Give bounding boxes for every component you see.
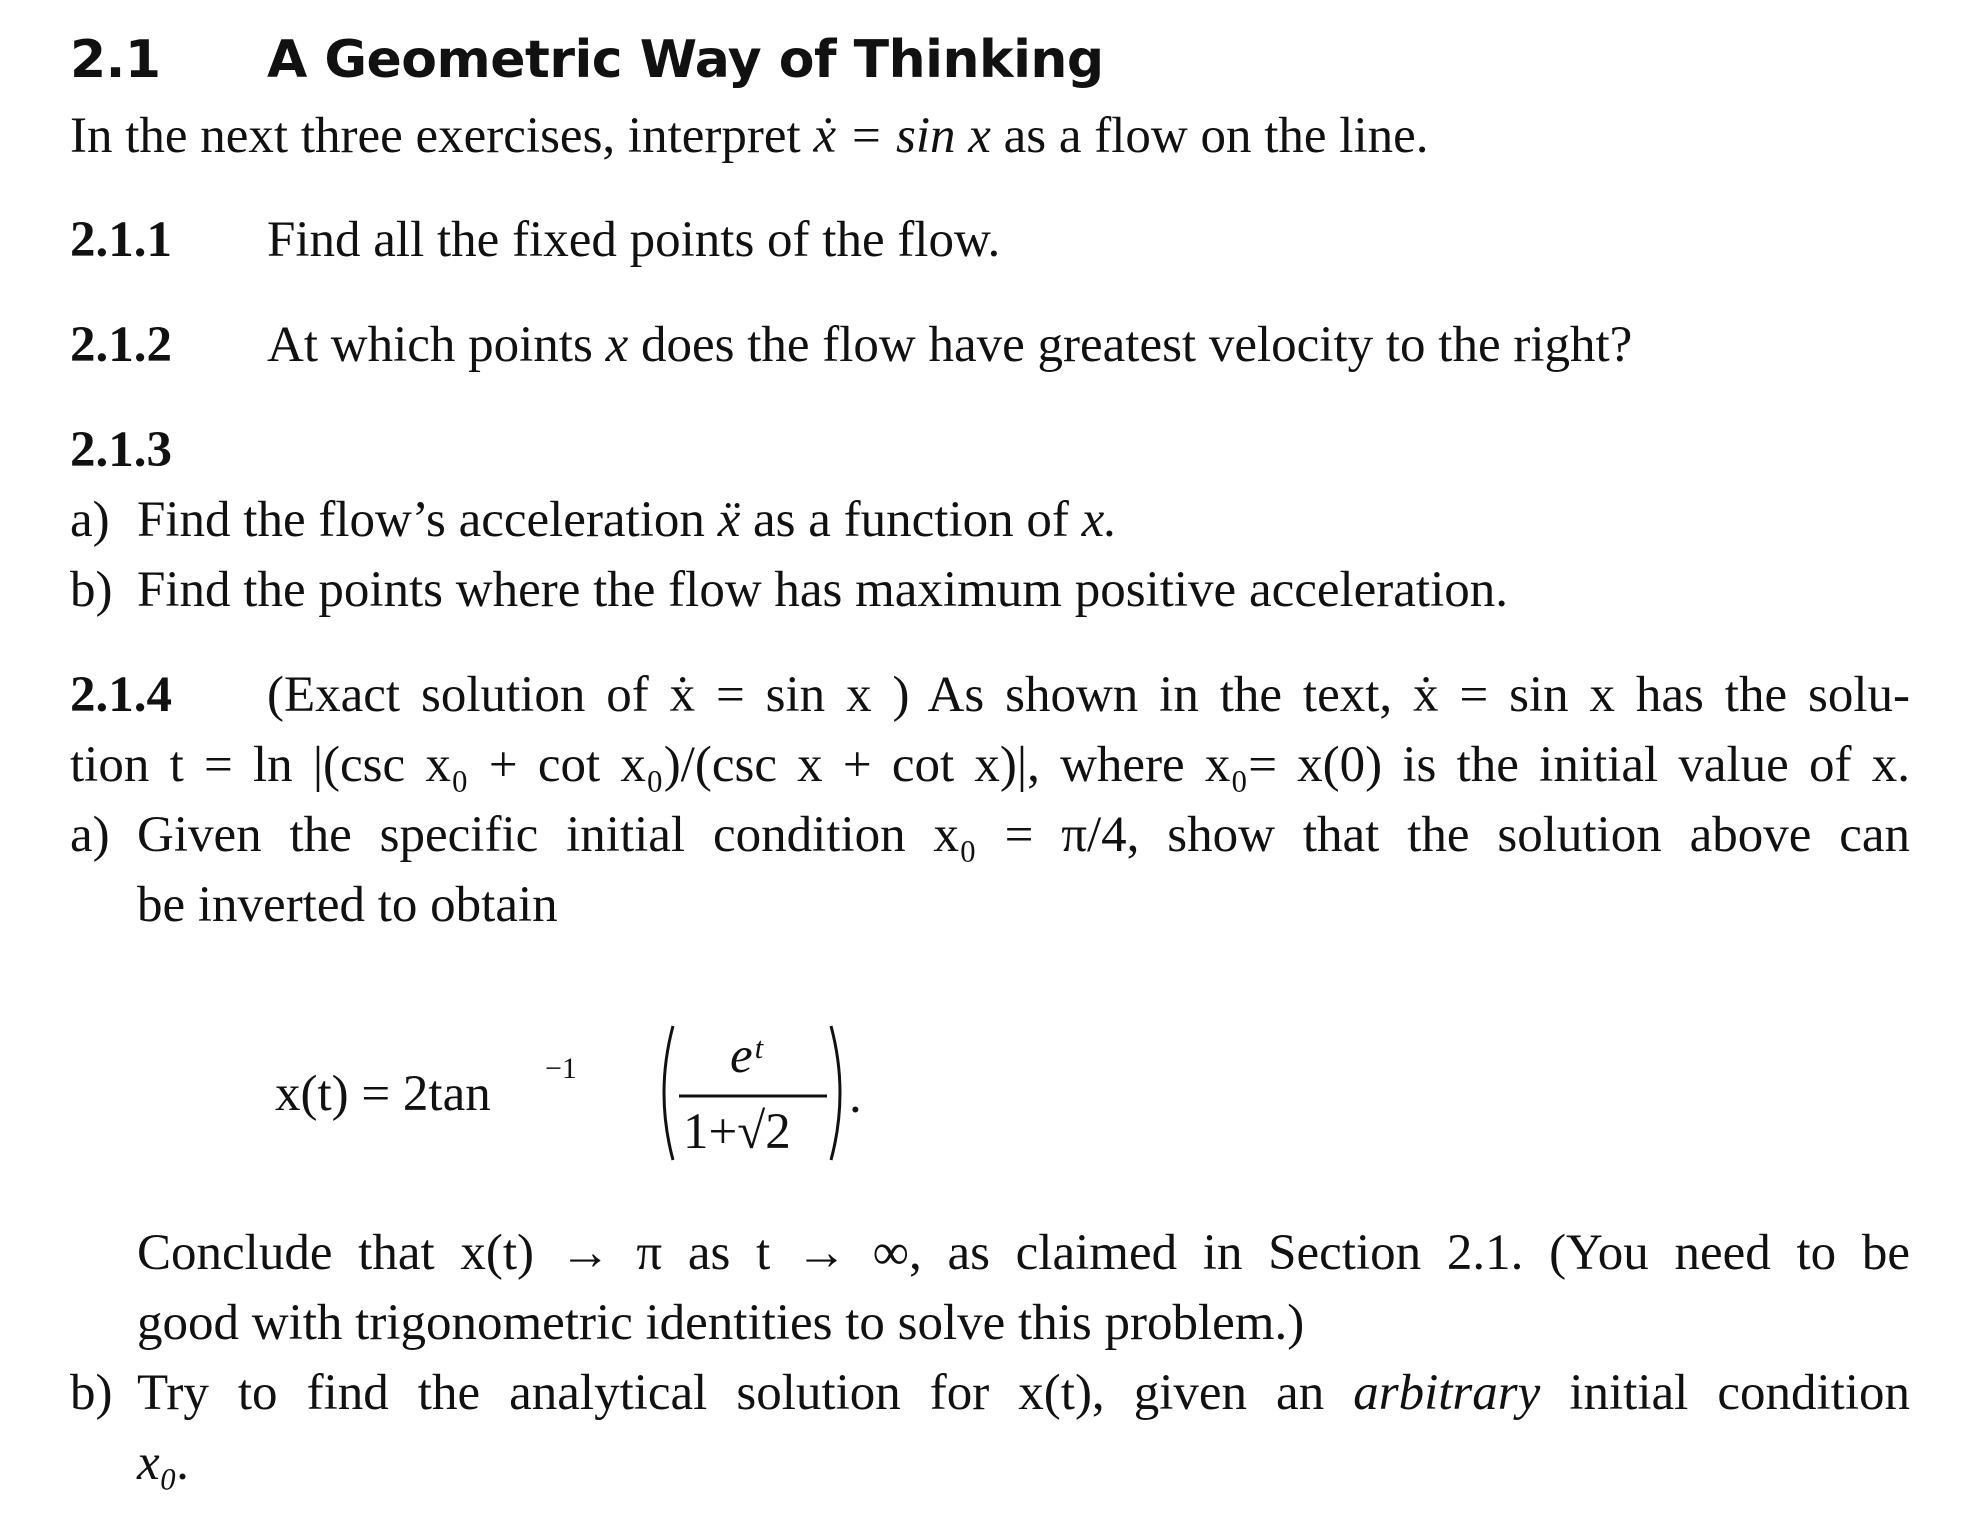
formula-lhs: x(t) = 2tan — [275, 1066, 491, 1122]
right-paren — [831, 1026, 840, 1160]
exercise-number: 2.1.3 — [70, 422, 172, 478]
exercise-2-1-4-conclusion-line-2 — [137, 1293, 1304, 1353]
intro-prefix: In the next three exercises, interpret — [70, 108, 801, 164]
emphasis-arbitrary: arbitrary — [1353, 1365, 1541, 1421]
part-text: Given the specific initial condition x₀ = π/4, show that the solution above can — [137, 807, 1910, 863]
exercise-number: 2.1.2 — [70, 317, 172, 373]
exercise-page — [70, 0, 1930, 1528]
part-variable: x. — [1081, 492, 1117, 548]
exercise-2-1-4-part-a-line-2 — [137, 875, 558, 935]
exercise-2-1-4-line-1 — [70, 665, 1910, 725]
acceleration-symbol: ẍ — [717, 492, 741, 548]
exercise-2-1-4-part-b-line-2 — [137, 1433, 190, 1493]
exercise-2-1-4-line-2 — [70, 735, 1910, 795]
exercise-2-1-2 — [70, 315, 1632, 375]
part-text-2: initial condition — [1569, 1365, 1910, 1421]
section-title: A Geometric Way of Thinking — [267, 30, 1104, 90]
intro-equation: ẋ = sin x — [813, 108, 991, 164]
part-text-1: Try to find the analytical solution for x(t), given an — [137, 1365, 1325, 1421]
part-label: b) — [70, 562, 113, 618]
part-text-1: Find the flow’s acceleration — [137, 492, 705, 548]
conclusion-text: good with trigonometric identities to solve this problem.) — [137, 1295, 1305, 1351]
exercise-number: 2.1.1 — [70, 212, 172, 268]
part-text: x₀. — [137, 1435, 191, 1491]
exercise-2-1-3-part-a — [70, 490, 1117, 550]
part-text: Find the points where the flow has maximum positive acceleration. — [137, 562, 1508, 618]
part-label: a) — [70, 492, 110, 548]
inverse-tangent-formula — [275, 1000, 895, 1180]
conclusion-text: Conclude that x(t) → π as t → ∞, as claimed in Section 2.1. (You need to be — [137, 1225, 1910, 1281]
exercise-number: 2.1.4 — [70, 667, 172, 723]
part-label: a) — [70, 807, 110, 863]
left-paren — [664, 1026, 673, 1160]
exercise-2-1-4-part-a-line-1 — [70, 805, 1910, 865]
exercise-2-1-1 — [70, 210, 1000, 270]
part-text: be inverted to obtain — [137, 877, 558, 933]
intro-suffix: as a flow on the line. — [1003, 108, 1429, 164]
exercise-variable: x — [605, 317, 629, 373]
formula-trailing-period: . — [849, 1068, 862, 1124]
exercise-2-1-3-part-b — [70, 560, 1508, 620]
exercise-text: tion t = ln |(csc x₀ + cot x₀)/(csc x + cot x)|, where x₀= x(0) is the initial value of x. — [70, 737, 1910, 793]
formula-exponent: −1 — [545, 1052, 577, 1085]
section-intro — [70, 106, 1429, 166]
section-number: 2.1 — [70, 30, 161, 90]
exercise-text-part-1: At which points — [267, 317, 593, 373]
section-heading — [70, 30, 1104, 90]
part-label: b) — [70, 1365, 113, 1421]
formula-numerator: eᵗ — [730, 1028, 762, 1084]
exercise-text: (Exact solution of ẋ = sin x ) As shown in the text, ẋ = sin x has the solu- — [267, 667, 1910, 723]
formula-denominator: 1+√2 — [683, 1104, 791, 1160]
part-text-2: as a function of — [753, 492, 1069, 548]
exercise-text: Find all the fixed points of the flow. — [267, 212, 1001, 268]
exercise-2-1-3 — [70, 420, 267, 480]
exercise-2-1-4-part-b-line-1 — [70, 1363, 1910, 1423]
exercise-text-part-2: does the flow have greatest velocity to the right? — [640, 317, 1633, 373]
formula-graphic — [275, 1000, 895, 1180]
exercise-2-1-4-conclusion-line-1 — [137, 1223, 1910, 1283]
